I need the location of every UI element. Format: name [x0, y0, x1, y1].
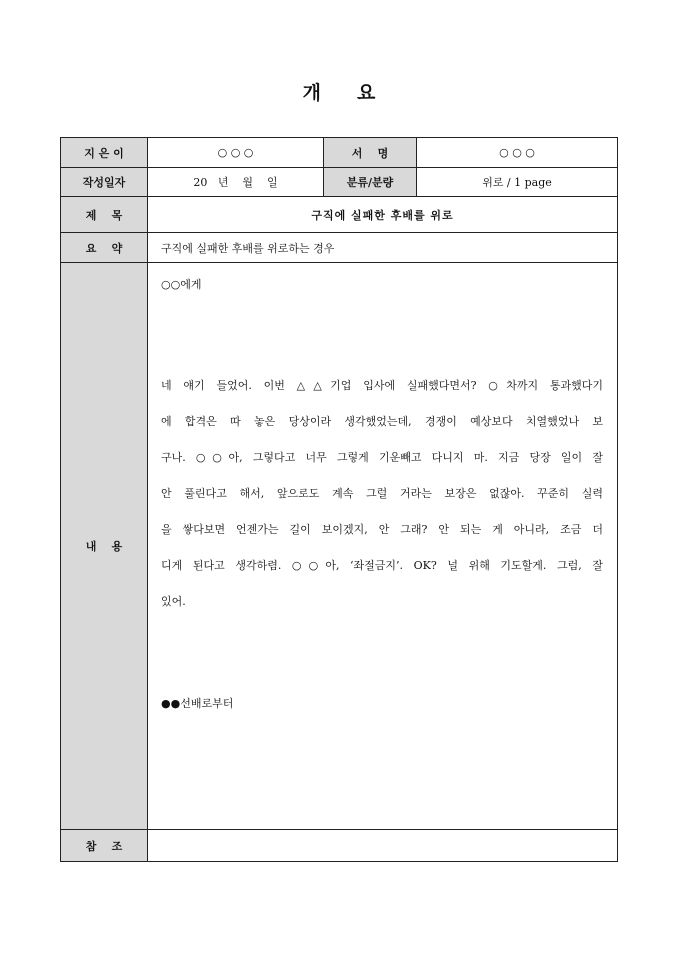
closing-text: ●●선배로부터	[161, 697, 234, 710]
letter-line: 구나. ○○아, 그렇다고 너무 그렇게 기운빼고 다니지 마. 지금 당장 일이 잘	[161, 451, 603, 464]
subject-value: 구직에 실패한 후배를 위로	[148, 197, 618, 233]
letter-line: 네 얘기 들었어. 이번 △△기업 입사에 실패했다면서? ○차까지 통과했다기	[161, 379, 603, 392]
greeting-text: ○○에게	[161, 278, 202, 291]
date-value: 20 년 월 일	[148, 168, 324, 197]
reference-value	[148, 830, 618, 862]
row-author	[61, 138, 618, 168]
letter-line: 안 풀린다고 해서, 앞으로도 계속 그럴 거라는 보장은 없잖아. 꾸준히 실력	[161, 487, 603, 500]
category-value: 위로 / 1 page	[417, 168, 618, 197]
document-form-table	[60, 137, 618, 862]
row-content	[61, 263, 618, 830]
sign-value: ○ ○ ○	[417, 138, 618, 168]
reference-label: 참 조	[61, 830, 148, 862]
letter-line: 있어.	[161, 595, 186, 608]
letter-line: 디게 된다고 생각하렴. ○○아, ‘좌절금지’. OK? 널 위해 기도할게. 그럼, 잘	[161, 559, 603, 572]
author-label: 지 은 이	[61, 138, 148, 168]
summary-label: 요 약	[61, 233, 148, 263]
date-label: 작성일자	[61, 168, 148, 197]
content-label: 내 용	[61, 263, 148, 830]
page-title-part1: 개	[302, 82, 323, 104]
row-subject	[61, 197, 618, 233]
row-summary	[61, 233, 618, 263]
row-date	[61, 168, 618, 197]
sign-label: 서 명	[324, 138, 417, 168]
letter-line: 을 쌓다보면 언젠가는 길이 보이겠지, 안 그래? 안 되는 게 아니라, 조금 더	[161, 523, 603, 536]
subject-label: 제 목	[61, 197, 148, 233]
row-reference	[61, 830, 618, 862]
category-label: 분류/분량	[324, 168, 417, 197]
page-title-part2: 요	[357, 82, 378, 104]
letter-line: 에 합격은 따 놓은 당상이라 생각했었는데, 경쟁이 예상보다 치열했었나 보	[161, 415, 603, 428]
page-title	[0, 78, 680, 105]
author-value: ○ ○ ○	[148, 138, 324, 168]
letter-body	[161, 368, 603, 620]
content-body	[148, 263, 618, 830]
summary-value: 구직에 실패한 후배를 위로하는 경우	[148, 233, 618, 263]
